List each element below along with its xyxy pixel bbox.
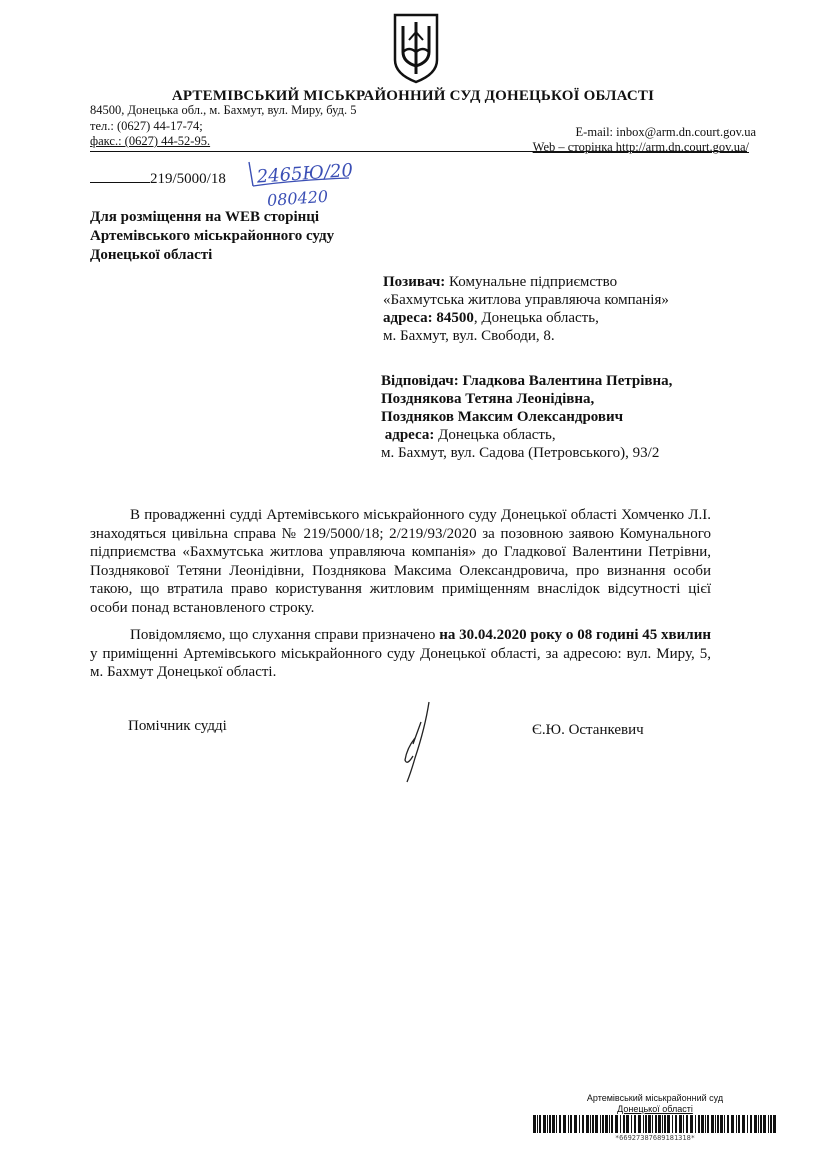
barcode-bar <box>758 1115 759 1133</box>
plaintiff-block <box>383 273 669 345</box>
barcode-bar <box>552 1115 555 1133</box>
hearing-notice-paragraph <box>90 626 711 682</box>
web-placement-note <box>90 208 334 265</box>
plaintiff-name-line2: «Бахмутська житлова управляюча компанія» <box>383 292 669 308</box>
barcode-bar <box>750 1115 752 1133</box>
barcode-bar <box>549 1115 551 1133</box>
defendant-address-line2: м. Бахмут, вул. Садова (Петровського), 93/2 <box>381 445 660 461</box>
footer-court-line: Артемівський міськрайонний суд <box>586 1093 724 1103</box>
barcode-bar <box>602 1115 604 1133</box>
plaintiff-name: Комунальне підприємство <box>445 274 618 290</box>
case-paragraph: В провадженні судді Артемівського міськрайонного суду Донецької області Хомченко Л.І. знаходяться цивільна справа № 219/5000/18; 2/219/93/2020 за позовною заявою Комунального підприємства «Бахмутська житлова управляюча компанія» до Гладкової Валентини Петрівни, Позднякової Тетяни Леонідівни, Позднякова Максима Олександровича, про визнання особи такою, що втратила право користування житловим приміщенням внаслідок відсутності цієї особи понад встановленого строку. <box>90 507 711 616</box>
handwritten-signature <box>385 698 445 788</box>
plaintiff-address-line2: м. Бахмут, вул. Свободи, 8. <box>383 328 555 344</box>
barcode-bar <box>727 1115 729 1133</box>
barcode-bar <box>763 1115 766 1133</box>
barcode-bar <box>556 1115 557 1133</box>
signatory-role: Помічник судді <box>128 718 227 734</box>
barcode-bar <box>533 1115 536 1133</box>
barcode-bar <box>698 1115 700 1133</box>
barcode-bar <box>720 1115 723 1133</box>
barcode-bar <box>731 1115 734 1133</box>
footer-court-stamp <box>530 1093 780 1115</box>
barcode-bar <box>742 1115 745 1133</box>
barcode-bar <box>634 1115 636 1133</box>
plaintiff-address: , Донецька область, <box>473 310 599 326</box>
barcode-bar <box>620 1115 621 1133</box>
barcode-bar <box>754 1115 757 1133</box>
web-note-line: Артемівського міськрайонного суду <box>90 228 335 244</box>
court-email: E-mail: inbox@arm.dn.court.gov.ua <box>575 125 756 139</box>
defendant-block <box>381 372 672 462</box>
barcode-bar <box>539 1115 541 1133</box>
barcode-bar <box>711 1115 714 1133</box>
barcode-bar <box>574 1115 577 1133</box>
barcode-bar <box>559 1115 561 1133</box>
barcode-bar <box>643 1115 644 1133</box>
barcode-bar <box>611 1115 613 1133</box>
barcode-bar <box>747 1115 748 1133</box>
barcode-bar <box>590 1115 591 1133</box>
barcode-bar <box>592 1115 594 1133</box>
handwritten-ref: 2465Ю/20 <box>256 159 354 188</box>
defendant-label: Відповідач: <box>381 373 459 389</box>
barcode-bar <box>623 1115 625 1133</box>
barcode-bar <box>683 1115 684 1133</box>
barcode-bar <box>664 1115 666 1133</box>
barcode-bar <box>672 1115 673 1133</box>
barcode-bar <box>768 1115 769 1133</box>
barcode-bar <box>655 1115 657 1133</box>
case-number: 219/5000/18 <box>150 171 226 187</box>
header-divider <box>90 151 747 152</box>
barcode-number: *66927387689181318* <box>614 1134 696 1142</box>
barcode-bar <box>648 1115 651 1133</box>
barcode-bar <box>570 1115 572 1133</box>
court-name-heading: АРТЕМІВСЬКИЙ МІСЬКРАЙОННИЙ СУД ДОНЕЦЬКОЇ ОБЛАСТІ <box>171 88 655 104</box>
plaintiff-address-label: адреса: 84500 <box>383 310 474 326</box>
barcode-bar <box>609 1115 610 1133</box>
court-fax: факс.: (0627) 44-52-95. <box>90 134 211 148</box>
barcode-bar <box>760 1115 762 1133</box>
barcode-bar <box>600 1115 601 1133</box>
barcode-bar <box>715 1115 716 1133</box>
plaintiff-label: Позивач: <box>383 274 446 290</box>
defendant-address-label: адреса: <box>384 427 435 443</box>
signatory-name: Є.Ю. Останкевич <box>532 722 644 738</box>
barcode-bar <box>658 1115 661 1133</box>
handwritten-date: 080420 <box>266 186 329 208</box>
web-note-line: Донецької області <box>90 247 213 263</box>
trident-coat-of-arms-icon <box>391 12 441 84</box>
defendant-name-2: Позднякова Тетяна Леонідівна, <box>381 391 595 407</box>
court-address: 84500, Донецька обл., м. Бахмут, вул. Миру, буд. 5 <box>90 103 357 117</box>
defendant-address: Донецька область, <box>434 427 556 443</box>
barcode-bar <box>563 1115 566 1133</box>
barcode-bar <box>586 1115 589 1133</box>
hearing-text-start: Повідомляємо, що слухання справи призначено <box>130 627 440 643</box>
barcode-bar <box>605 1115 608 1133</box>
defendant-name-3: Поздняков Максим Олександрович <box>381 409 624 425</box>
barcode-bar <box>705 1115 706 1133</box>
barcode-bar <box>701 1115 704 1133</box>
outgoing-number <box>90 170 226 188</box>
defendant-name-1: Гладкова Валентина Петрівна, <box>458 373 673 389</box>
barcode-bar <box>595 1115 598 1133</box>
hearing-text-end: у приміщенні Артемівського міськрайонного суду Донецької області, за адресою: вул. Миру, 5, м. Бахмут Донецької області. <box>90 645 711 680</box>
barcode-bar <box>626 1115 629 1133</box>
barcode-bar <box>686 1115 688 1133</box>
barcode-bar <box>695 1115 696 1133</box>
court-website: Web – сторінка http://arm.dn.court.gov.ua/ <box>532 140 749 154</box>
barcode-bar <box>717 1115 719 1133</box>
registration-stamp <box>245 158 355 208</box>
barcode-bar <box>679 1115 682 1133</box>
barcode-bar <box>568 1115 569 1133</box>
barcode-bar <box>770 1115 772 1133</box>
coat-of-arms-emblem <box>391 12 441 84</box>
barcode-bar <box>724 1115 725 1133</box>
barcode-bar <box>690 1115 693 1133</box>
barcode-bar <box>645 1115 647 1133</box>
number-blank-line <box>90 170 150 183</box>
footer-court-line: Донецької області <box>617 1104 693 1114</box>
barcode-bar <box>773 1115 776 1133</box>
hearing-date-time: на 30.04.2020 року о 08 годині 45 хвилин <box>439 627 712 643</box>
barcode-bar <box>736 1115 737 1133</box>
barcode-bar <box>547 1115 548 1133</box>
document-barcode <box>533 1115 779 1133</box>
barcode-bar <box>738 1115 740 1133</box>
barcode-bar <box>631 1115 632 1133</box>
barcode-bar <box>638 1115 641 1133</box>
barcode-bar <box>667 1115 670 1133</box>
barcode-bar <box>675 1115 677 1133</box>
barcode-bar <box>615 1115 618 1133</box>
barcode-bar <box>537 1115 538 1133</box>
web-note-line: Для розміщення на WEB сторінці <box>90 209 320 225</box>
barcode-bar <box>579 1115 580 1133</box>
barcode-bar <box>543 1115 546 1133</box>
barcode-bar <box>707 1115 709 1133</box>
barcode-bar <box>662 1115 663 1133</box>
court-phone: тел.: (0627) 44-17-74; <box>90 119 203 133</box>
barcode-bar <box>652 1115 653 1133</box>
barcode-bar <box>582 1115 584 1133</box>
